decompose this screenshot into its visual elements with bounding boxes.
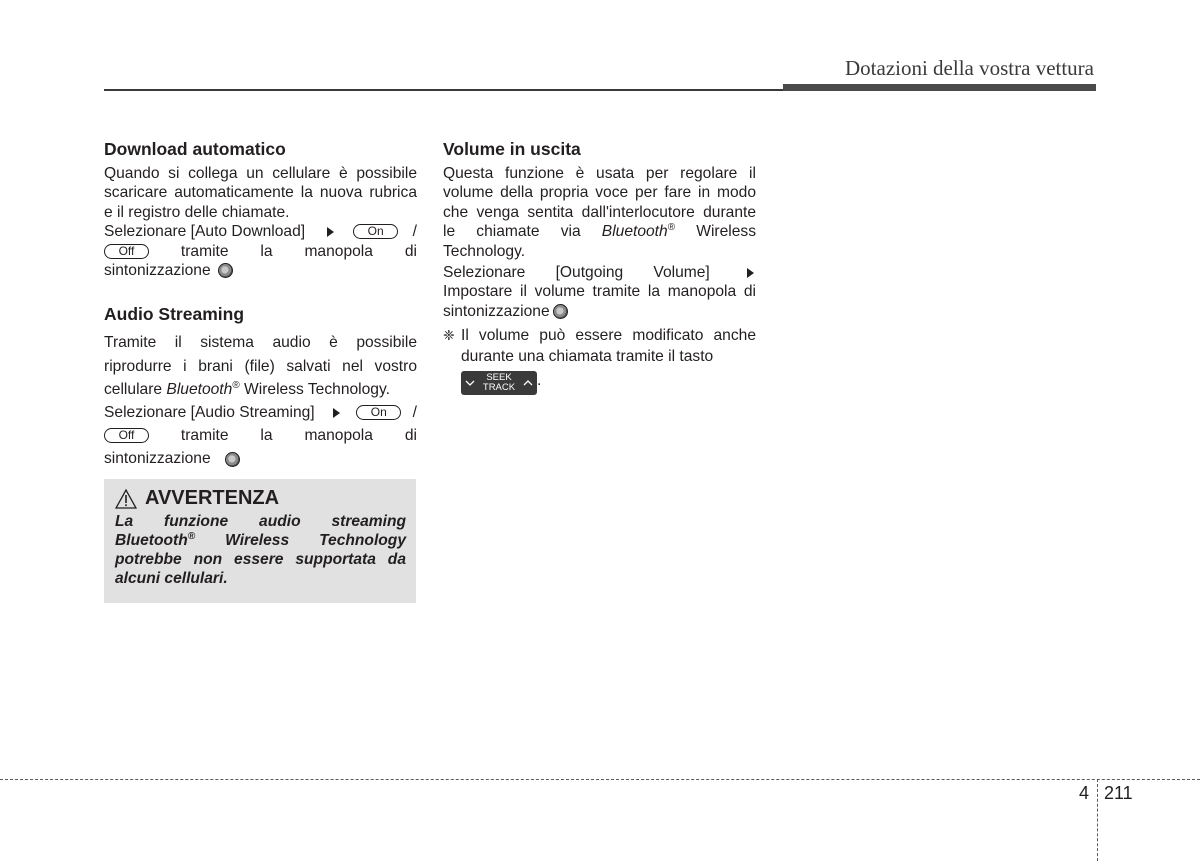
arrow-right-icon — [333, 408, 340, 418]
seek-track-label — [483, 373, 515, 393]
body-text — [104, 331, 417, 401]
body-text-part: Tramite il sistema audio è possibile riprodurre i brani (file) salvati nel vostro cellulare — [104, 334, 417, 399]
note-text: Il volume può essere modificato anche durante una chiamata tramite il tasto — [461, 327, 756, 366]
registered-mark: ® — [187, 530, 196, 542]
instruction-text: Selezionare [Auto Download] — [104, 223, 306, 241]
tuning-knob-icon — [218, 263, 233, 278]
warning-text — [115, 512, 406, 588]
chevron-up-icon — [523, 379, 533, 387]
word: manopola — [304, 427, 373, 445]
instruction-text-part: Impostare il volume tramite la manopola di sintonizzazione — [443, 283, 756, 320]
slash: / — [412, 404, 417, 422]
word: Selezionare — [443, 264, 526, 282]
note-mark-icon: ❈ — [443, 327, 455, 344]
running-header: Dotazioni della vostra vettura — [845, 56, 1094, 80]
warning-text-part: Wireless Technology potrebbe non essere supportata da alcuni cellulari. — [115, 532, 406, 587]
registered-mark: ® — [232, 379, 240, 391]
body-text — [443, 164, 756, 261]
word: manopola — [304, 242, 373, 260]
chapter-number: 4 — [1079, 783, 1090, 803]
word: di — [404, 427, 417, 445]
instruction-line — [104, 261, 417, 280]
body-text-part: Questa funzione è usata per regolare il volume della propria voce per fare in modo che venga sentita dall'interlocutore durante le chiamate via — [443, 165, 756, 241]
instruction-line — [104, 222, 417, 241]
header-rule — [104, 89, 784, 91]
word: Volume] — [653, 264, 710, 282]
on-button: On — [353, 224, 398, 239]
body-text-part: Wireless Technology. — [244, 381, 390, 399]
slash: / — [412, 223, 417, 241]
word: [Outgoing — [555, 264, 624, 282]
instruction-line — [104, 447, 417, 470]
instruction-line — [104, 242, 417, 261]
word: di — [404, 242, 417, 260]
warning-triangle-icon — [115, 489, 137, 509]
instruction-line — [104, 401, 417, 424]
arrow-right-icon — [747, 268, 754, 278]
left-column — [104, 138, 417, 470]
word: la — [260, 242, 273, 260]
on-button: On — [356, 405, 401, 420]
instruction-text: sintonizzazione — [104, 262, 211, 280]
body-text: Quando si collega un cellulare è possibile scaricare automaticamente la nuova rubrica e il registro delle chiamate. — [104, 165, 417, 221]
word: tramite — [180, 242, 229, 260]
warning-title — [115, 487, 406, 510]
off-button: Off — [104, 428, 149, 443]
word: la — [260, 427, 273, 445]
note-end: . — [537, 372, 542, 390]
section-heading: Volume in uscita — [443, 139, 581, 159]
instruction-text — [443, 282, 756, 321]
page-number: 211 — [1104, 783, 1133, 803]
section-heading: Download automatico — [104, 139, 286, 159]
note-body — [461, 325, 756, 395]
brand-name: Bluetooth — [115, 532, 188, 549]
body-text-part: Wireless Technology. — [443, 223, 757, 260]
registered-mark: ® — [667, 222, 676, 234]
section-volume-in-uscita — [443, 138, 756, 395]
warning-text-part: La funzione audio streaming — [115, 513, 406, 530]
footer-divider — [1097, 779, 1098, 861]
off-button: Off — [104, 244, 149, 259]
arrow-right-icon — [327, 227, 334, 237]
header-rule-accent — [783, 84, 1096, 91]
seek-track-button — [461, 371, 537, 395]
footer-rule — [0, 779, 1200, 780]
section-heading: Audio Streaming — [104, 304, 245, 325]
note-button-line — [461, 367, 756, 395]
brand-name: Bluetooth — [166, 381, 233, 399]
word: tramite — [180, 427, 229, 445]
tuning-knob-icon — [553, 304, 568, 319]
seek-label-top: SEEK — [486, 372, 512, 384]
section-download-automatico — [104, 138, 417, 280]
instruction-text: Selezionare [Audio Streaming] — [104, 404, 315, 422]
instruction-line — [104, 424, 417, 447]
brand-name: Bluetooth — [601, 223, 668, 241]
warning-title-text: AVVERTENZA — [145, 487, 280, 509]
note — [443, 325, 756, 395]
section-audio-streaming — [104, 303, 417, 470]
warning-box — [104, 479, 416, 603]
chevron-down-icon — [465, 379, 475, 387]
instruction-text: sintonizzazione — [104, 450, 211, 468]
tuning-knob-icon — [225, 452, 240, 467]
instruction-line — [443, 263, 756, 282]
seek-label-bottom: TRACK — [482, 382, 516, 394]
right-column — [443, 138, 756, 395]
